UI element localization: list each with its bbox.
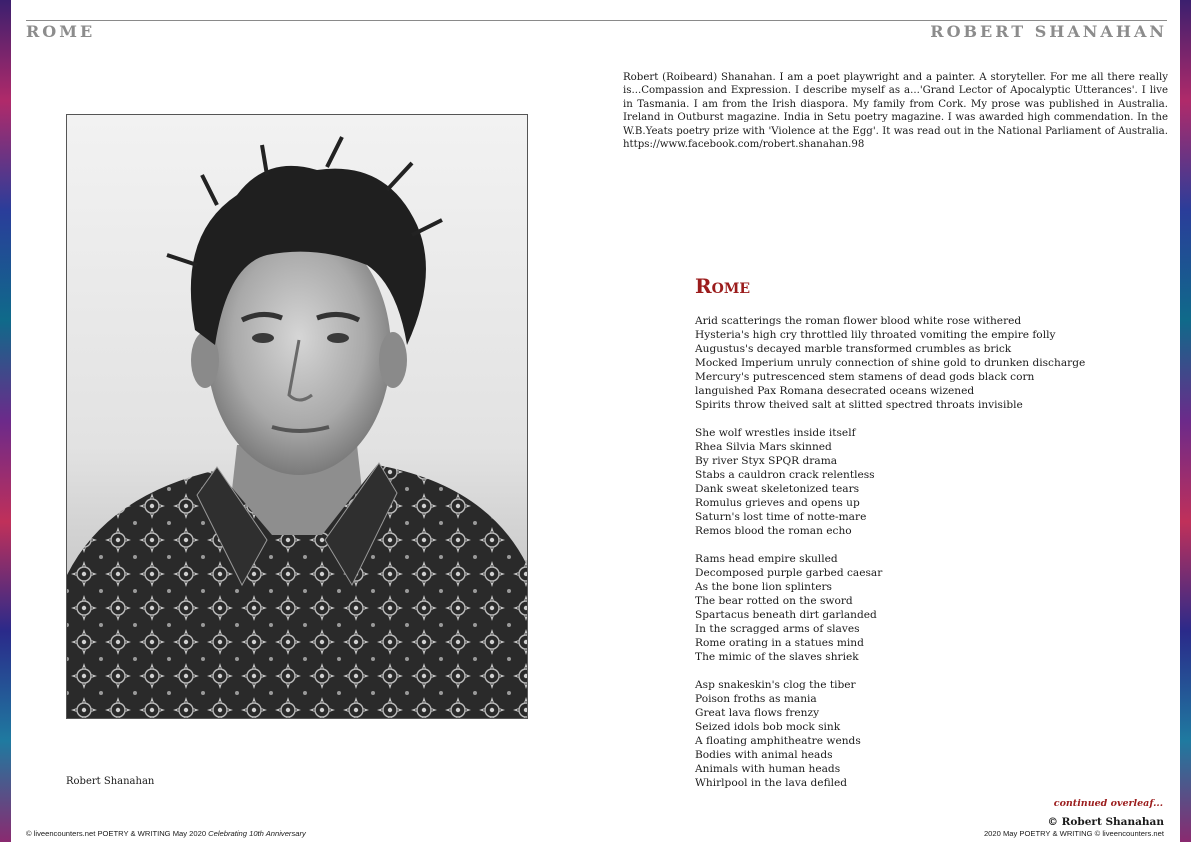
continued-overleaf-note: continued overleaf... — [1053, 798, 1163, 809]
poem-line: In the scragged arms of slaves — [695, 623, 860, 635]
poem-line: The bear rotted on the sword — [695, 595, 853, 607]
running-header-title: ROME — [26, 22, 96, 41]
poem-line: Rome orating in a statues mind — [695, 637, 864, 649]
poem-body — [695, 314, 1165, 790]
poem-line: Dank sweat skeletonized tears — [695, 483, 860, 495]
poem-line: Great lava flows frenzy — [695, 707, 820, 719]
decorative-left-border — [0, 0, 11, 842]
poem-line: Mocked Imperium unruly connection of shine gold to drunken discharge — [695, 357, 1086, 369]
poem-line: By river Styx SPQR drama — [695, 455, 838, 467]
author-portrait — [66, 114, 528, 719]
photo-caption: Robert Shanahan — [66, 776, 155, 787]
copyright-notice: © Robert Shanahan — [1047, 816, 1164, 828]
poem-line: A floating amphitheatre wends — [695, 735, 861, 747]
poem-stanza — [695, 678, 1165, 790]
poem-line: Bodies with animal heads — [695, 749, 833, 761]
poem-line: Animals with human heads — [695, 763, 841, 775]
poem-line: Remos blood the roman echo — [695, 525, 852, 537]
poem-line: Asp snakeskin's clog the tiber — [695, 679, 856, 691]
poem-line: Hysteria's high cry throttled lily throated vomiting the empire folly — [695, 329, 1056, 341]
poem-title: Rome — [695, 274, 750, 298]
poem-line: languished Pax Romana desecrated oceans wizened — [695, 385, 975, 397]
footer-left — [26, 829, 306, 838]
poem-line: Arid scatterings the roman flower blood white rose withered — [695, 315, 1022, 327]
author-bio: Robert (Roibeard) Shanahan. I am a poet playwright and a painter. A storyteller. For me all there really is...Compassion and Expression. I describe myself as a...'Grand Lector of Apocalyptic Utterances'. I live in Tasmania. I am from the Irish diaspora. My family from Cork. My prose was published in Australia. Ireland in Outburst magazine. India in Setu poetry magazine. I was awarded high commendation. In the W.B.Yeats poetry prize with 'Violence at the Egg'. It was read out in the National Parliament of Australia. https://www.facebook.com/robert.shanahan.98 — [623, 72, 1168, 151]
running-header-author: ROBERT SHANAHAN — [930, 22, 1167, 41]
poem-line: Rams head empire skulled — [695, 553, 838, 565]
poem-line: Rhea Silvia Mars skinned — [695, 441, 832, 453]
poem-stanza — [695, 426, 1165, 538]
poem-line: Mercury's putrescenced stem stamens of dead gods black corn — [695, 371, 1035, 383]
footer-left-text: © liveencounters.net POETRY & WRITING May 2020 — [26, 829, 209, 838]
footer-anniversary: Celebrating 10th Anniversary — [208, 829, 306, 838]
header-rule — [26, 20, 1167, 21]
poem-line: Decomposed purple garbed caesar — [695, 567, 883, 579]
poem-line: Whirlpool in the lava defiled — [695, 777, 848, 789]
poem-line: Stabs a cauldron crack relentless — [695, 469, 875, 481]
poem-line: Seized idols bob mock sink — [695, 721, 841, 733]
poem-line: Spirits throw theived salt at slitted spectred throats invisible — [695, 399, 1023, 411]
poem-stanza — [695, 314, 1165, 412]
decorative-right-border — [1180, 0, 1191, 842]
poem-line: She wolf wrestles inside itself — [695, 427, 856, 439]
poem-stanza — [695, 552, 1165, 664]
poem-line: Augustus's decayed marble transformed crumbles as brick — [695, 343, 1012, 355]
poem-line: The mimic of the slaves shriek — [695, 651, 859, 663]
poem-line: Spartacus beneath dirt garlanded — [695, 609, 877, 621]
footer-right: 2020 May POETRY & WRITING © liveencounters.net — [983, 829, 1164, 838]
poem-line: As the bone lion splinters — [695, 581, 832, 593]
poem-line: Saturn's lost time of notte-mare — [695, 511, 867, 523]
poem-line: Poison froths as mania — [695, 693, 817, 705]
portrait-illustration — [67, 115, 527, 718]
poem-line: Romulus grieves and opens up — [695, 497, 860, 509]
